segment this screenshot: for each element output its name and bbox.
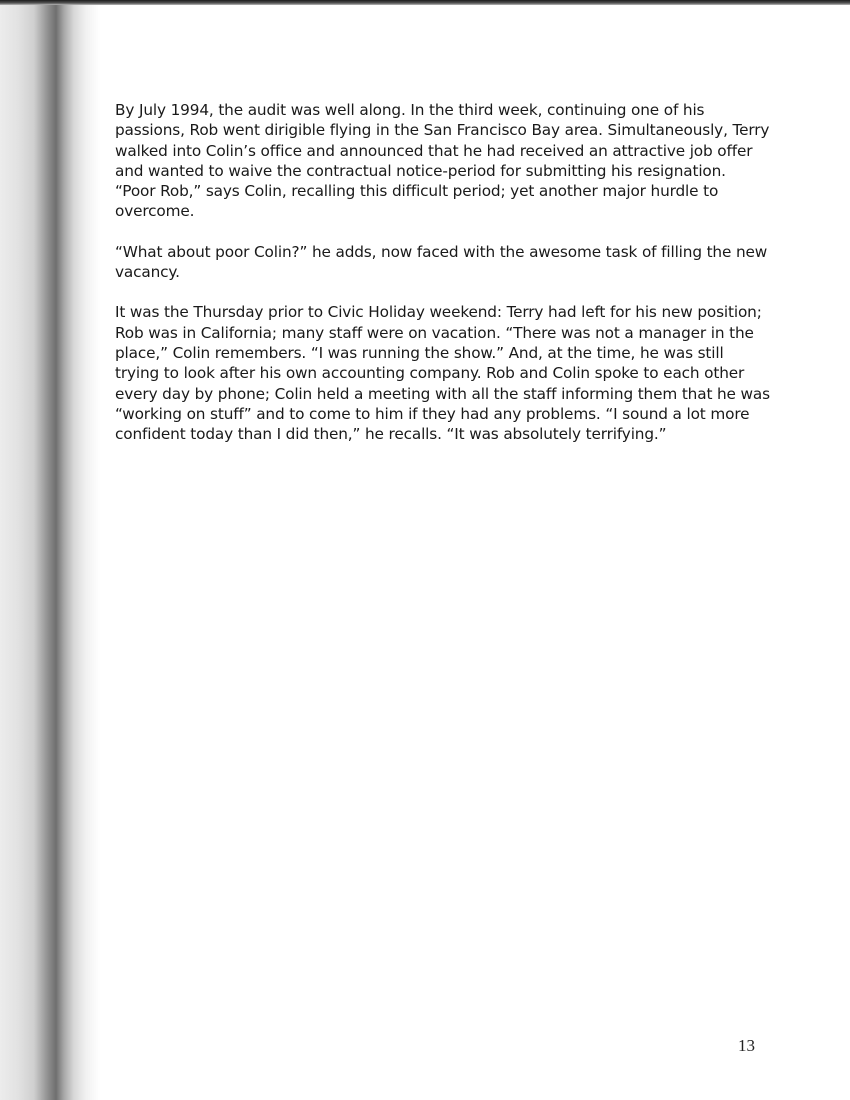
page-number: 13 bbox=[738, 1036, 755, 1055]
page-body bbox=[115, 100, 770, 464]
book-spine-shadow bbox=[0, 0, 100, 1100]
page-top-edge bbox=[0, 0, 850, 5]
paragraph-2: “What about poor Colin?” he adds, now faced with the awesome task of filling the new vacancy. bbox=[115, 242, 768, 282]
paragraph-3: It was the Thursday prior to Civic Holiday weekend: Terry had left for his new position; Rob was in California; many staff were on vacation. “There was not a manager in the place,” Colin remembers. “I was running the show.” And, at the time, he was still trying to look after his own accounting company. Rob and Colin spoke to each other every day by phone; Colin held a meeting with all the staff informing them that he was “working on stuff” and to come to him if they had any problems. “I sound a lot more confident today than I did then,” he recalls. “It was absolutely terrifying.” bbox=[115, 303, 770, 444]
paragraph-1: By July 1994, the audit was well along. In the third week, continuing one of his passions, Rob went dirigible flying in the San Francisco Bay area. Simultaneously, Terry walked into Colin’s office and announced that he had received an attractive job offer and wanted to waive the contractual notice-period for submitting his resignation. “Poor Rob,” says Colin, recalling this difficult period; yet another major hurdle to overcome. bbox=[115, 101, 770, 221]
